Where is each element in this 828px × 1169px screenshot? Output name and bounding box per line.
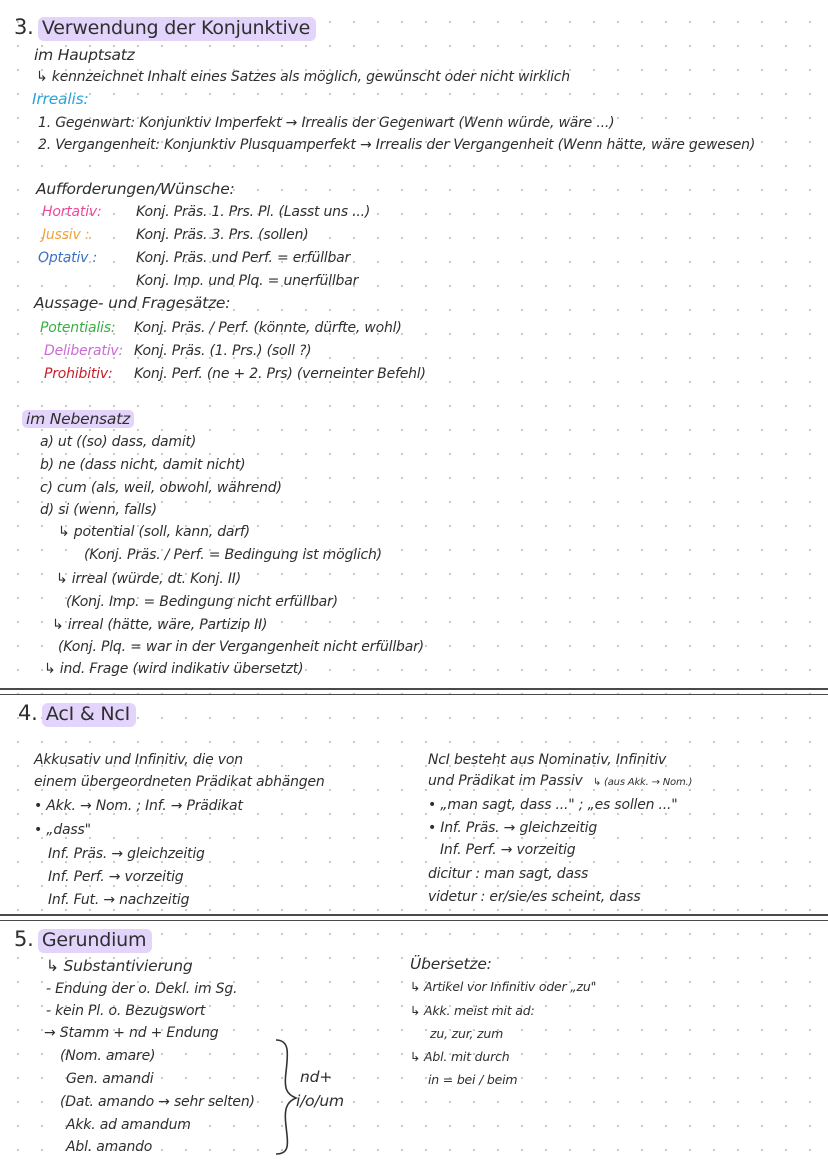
text-potentialis: Konj. Präs. / Perf. (könnte, dürfte, wohl) — [134, 320, 402, 336]
ncl-line-5: Inf. Perf. → vorzeitig — [440, 842, 576, 858]
ncl-line-4: • Inf. Präs. → gleichzeitig — [428, 820, 598, 836]
divider-top — [0, 688, 828, 690]
ger-line-1: ↳ Substantivierung — [46, 957, 193, 975]
acl-line-3: • Akk. → Nom. ; Inf. → Prädikat — [34, 798, 243, 814]
subheading-hauptsatz: im Hauptsatz — [34, 46, 135, 64]
brace-label-nd: nd+ — [300, 1068, 333, 1086]
ncl-passiv: und Prädikat im Passiv — [428, 773, 583, 789]
row-hortativ — [42, 203, 370, 221]
ns-irreal-1: ↳ irreal (würde, dt. Konj. II) — [56, 571, 241, 587]
divider-bottom — [0, 694, 828, 695]
uebersetze-title: Übersetze: — [410, 955, 492, 973]
ns-irreal-2-note: (Konj. Plq. = war in der Vergangenheit nicht erfüllbar) — [58, 639, 424, 655]
ncl-line-1: NcI besteht aus Nominativ, Infinitiv — [428, 752, 667, 768]
ncl-note: ↳ (aus Akk. → Nom.) — [592, 777, 693, 788]
row-prohibitiv — [44, 365, 426, 383]
ueb-line-3: zu, zur, zum — [430, 1026, 504, 1041]
ns-irreal-1-note: (Konj. Imp. = Bedingung nicht erfüllbar) — [66, 594, 338, 610]
ns-irreal-2: ↳ irreal (hätte, wäre, Partizip II) — [52, 617, 268, 633]
ns-potential: ↳ potential (soll, kann, darf) — [58, 524, 250, 540]
irrealis-gegenwart: 1. Gegenwart: Konjunktiv Imperfekt → Irrealis der Gegenwart (Wenn würde, wäre ...) — [38, 115, 615, 131]
label-hortativ: Hortativ: — [42, 204, 102, 220]
acl-line-5: Inf. Präs. → gleichzeitig — [48, 846, 205, 862]
ger-dat: (Dat. amando → sehr selten) — [60, 1094, 255, 1110]
ger-line-2: - Endung der o. Dekl. im Sg. — [46, 981, 238, 997]
row-optativ — [38, 249, 350, 267]
label-prohibitiv: Prohibitiv: — [44, 366, 113, 382]
subheading-nebensatz — [22, 410, 134, 428]
divider-bottom — [0, 920, 828, 921]
section-5-heading — [14, 927, 152, 951]
acl-line-6: Inf. Perf. → vorzeitig — [48, 869, 184, 885]
ger-abl: Abl. amando — [66, 1139, 153, 1155]
ns-item-c: c) cum (als, weil, obwohl, während) — [40, 480, 282, 496]
label-deliberativ: Deliberativ: — [44, 343, 123, 359]
label-potentialis: Potentialis: — [40, 320, 116, 336]
ger-line-4: → Stamm + nd + Endung — [44, 1025, 219, 1041]
acl-line-7: Inf. Fut. → nachzeitig — [48, 892, 190, 908]
row-potentialis — [40, 319, 402, 337]
ger-line-3: - kein Pl. o. Bezugswort — [46, 1003, 206, 1019]
text-jussiv: Konj. Präs. 3. Prs. (sollen) — [136, 227, 309, 243]
text-optativ-2: Konj. Imp. und Plq. = unerfüllbar — [136, 273, 359, 289]
section-number: 5. — [14, 927, 34, 951]
section-title: Gerundium — [38, 929, 152, 953]
ncl-line-3: • „man sagt, dass ..." ; „es sollen ..." — [428, 797, 678, 813]
section-title: Verwendung der Konjunktive — [38, 17, 316, 41]
section-3-heading — [14, 15, 316, 39]
section-4-heading — [18, 701, 136, 725]
ueb-line-5: in = bei / beim — [428, 1072, 518, 1087]
ns-item-b: b) ne (dass nicht, damit nicht) — [40, 457, 246, 473]
ger-gen: Gen. amandi — [66, 1071, 154, 1087]
ueb-line-2: ↳ Akk. meist mit ad: — [410, 1003, 535, 1018]
ns-item-a: a) ut ((so) dass, damit) — [40, 434, 197, 450]
ns-ind-frage: ↳ ind. Frage (wird indikativ übersetzt) — [44, 661, 304, 677]
row-jussiv — [42, 226, 309, 244]
nebensatz-label: im Nebensatz — [22, 410, 134, 428]
irrealis-vergangenheit: 2. Vergangenheit: Konjunktiv Plusquamperfekt → Irrealis der Vergangenheit (Wenn hätte, wäre gewesen) — [38, 137, 756, 153]
divider-top — [0, 914, 828, 916]
text-deliberativ: Konj. Präs. (1. Prs.) (soll ?) — [134, 343, 312, 359]
subheading-aussage: Aussage- und Fragesätze: — [34, 294, 231, 312]
label-jussiv: Jussiv : — [42, 227, 90, 243]
ns-item-d: d) si (wenn, falls) — [40, 502, 157, 518]
ueb-line-1: ↳ Artikel vor Infinitiv oder „zu" — [410, 979, 597, 994]
ns-potential-note: (Konj. Präs. / Perf. = Bedingung ist möglich) — [84, 547, 382, 563]
brace-label-endings: i/o/um — [296, 1092, 344, 1110]
section-number: 3. — [14, 15, 34, 39]
acl-line-4: • „dass" — [34, 822, 91, 838]
section-number: 4. — [18, 701, 38, 725]
note-kennzeichnet: ↳ kennzeichnet Inhalt eines Satzes als möglich, gewünscht oder nicht wirklich — [36, 69, 570, 85]
acl-line-1: Akkusativ und Infinitiv, die von — [34, 752, 243, 768]
text-optativ: Konj. Präs. und Perf. = erfüllbar — [136, 250, 351, 266]
acl-line-2: einem übergeordneten Prädikat abhängen — [34, 774, 325, 790]
label-optativ: Optativ : — [38, 250, 98, 266]
subheading-aufforderungen: Aufforderungen/Wünsche: — [36, 180, 235, 198]
ncl-line-7: videtur : er/sie/es scheint, dass — [428, 889, 641, 905]
ger-akk: Akk. ad amandum — [66, 1117, 191, 1133]
text-prohibitiv: Konj. Perf. (ne + 2. Prs) (verneinter Befehl) — [134, 366, 426, 382]
section-title: AcI & NcI — [42, 703, 136, 727]
label-irrealis: Irrealis: — [32, 90, 89, 108]
ger-nom: (Nom. amare) — [60, 1048, 156, 1064]
text-hortativ: Konj. Präs. 1. Prs. Pl. (Lasst uns ...) — [136, 204, 371, 220]
ncl-line-2 — [428, 772, 692, 792]
ncl-line-6: dicitur : man sagt, dass — [428, 866, 589, 882]
row-deliberativ — [44, 342, 311, 360]
ueb-line-4: ↳ Abl. mit durch — [410, 1049, 510, 1064]
